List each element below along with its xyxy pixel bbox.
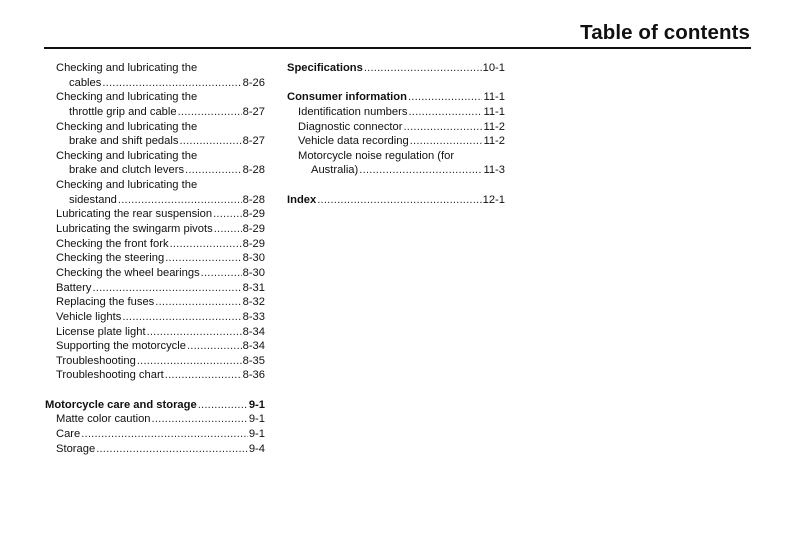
toc-entry-label: Checking the steering — [56, 252, 165, 265]
toc-entry-page: 8-27 — [242, 105, 265, 118]
toc-entry-label: Supporting the motorcycle — [56, 340, 186, 353]
toc-entry-label: Lubricating the rear suspension — [56, 208, 213, 221]
dot-leader — [359, 163, 482, 178]
toc-entry-text[interactable]: Checking and lubricating the — [56, 62, 198, 74]
toc-entry-label: Care — [56, 428, 81, 441]
toc-left-column — [45, 61, 265, 456]
dot-leader — [81, 427, 248, 442]
toc-entry-page: 11-3 — [483, 164, 505, 177]
toc-chapter-page: 9-1 — [248, 398, 265, 411]
toc-entry[interactable] — [45, 105, 265, 120]
toc-chapter[interactable] — [287, 61, 505, 76]
toc-entry-label: License plate light — [56, 325, 146, 338]
dot-leader — [185, 163, 242, 178]
dot-leader — [118, 193, 242, 208]
toc-entry-page: 8-29 — [242, 237, 265, 250]
toc-right-column — [287, 61, 505, 207]
toc-entry-page: 11-1 — [483, 105, 505, 118]
dot-leader — [364, 61, 482, 76]
toc-entry[interactable] — [287, 120, 505, 135]
toc-entry[interactable] — [45, 193, 265, 208]
toc-entry[interactable] — [45, 310, 265, 325]
toc-entry-page: 8-34 — [242, 340, 265, 353]
toc-entry[interactable] — [45, 76, 265, 91]
page-title: Table of contents — [580, 21, 750, 44]
toc-entry-label: Vehicle lights — [56, 310, 122, 323]
toc-entry-label: Replacing the fuses — [56, 296, 155, 309]
toc-entry[interactable] — [45, 368, 265, 383]
toc-entry-page: 9-4 — [248, 442, 265, 455]
toc-chapter-label: Consumer information — [287, 91, 407, 104]
dot-leader — [102, 76, 241, 91]
dot-leader — [198, 398, 248, 413]
title-divider — [44, 47, 751, 49]
toc-entry-label: Battery — [56, 281, 92, 294]
toc-entry-page: 8-29 — [242, 223, 265, 236]
dot-leader — [122, 310, 241, 325]
toc-chapter[interactable] — [287, 90, 505, 105]
toc-entry-label: throttle grip and cable — [69, 105, 177, 118]
toc-entry-page: 9-1 — [248, 413, 265, 426]
toc-entry[interactable] — [45, 134, 265, 149]
toc-entry-label: brake and clutch levers — [69, 164, 185, 177]
toc-entry[interactable] — [45, 339, 265, 354]
dot-leader — [317, 193, 481, 208]
toc-entry-label: Diagnostic connector — [298, 120, 403, 133]
toc-entry-page: 8-30 — [242, 252, 265, 265]
toc-entry-page: 8-36 — [242, 369, 265, 382]
toc-entry[interactable] — [45, 207, 265, 222]
dot-leader — [155, 295, 241, 310]
dot-leader — [201, 266, 242, 281]
dot-leader — [152, 412, 248, 427]
toc-entry-label: brake and shift pedals — [69, 135, 179, 148]
toc-entry-label: Lubricating the swingarm pivots — [56, 223, 213, 236]
toc-entry-label: sidestand — [69, 193, 117, 206]
dot-leader — [179, 134, 241, 149]
toc-entry-page: 8-26 — [242, 76, 265, 89]
toc-entry-label: Australia) — [311, 164, 359, 177]
dot-leader — [96, 442, 248, 457]
toc-entry-label: Vehicle data recording — [298, 135, 409, 148]
toc-entry[interactable] — [45, 295, 265, 310]
dot-leader — [170, 237, 242, 252]
toc-entry[interactable] — [287, 134, 505, 149]
toc-entry-label: Identification numbers — [298, 105, 408, 118]
toc-entry[interactable] — [45, 442, 265, 457]
toc-entry-page: 11-2 — [483, 120, 505, 133]
dot-leader — [147, 325, 242, 340]
toc-entry-page: 9-1 — [248, 428, 265, 441]
toc-entry-text[interactable]: Checking and lubricating the — [56, 120, 198, 133]
toc-entry-page: 8-27 — [242, 135, 265, 148]
toc-entry-page: 8-28 — [242, 164, 265, 177]
toc-entry-text[interactable]: Motorcycle noise regulation (for — [298, 149, 455, 162]
toc-chapter-label: Motorcycle care and storage — [45, 398, 197, 411]
toc-entry-text[interactable]: Checking and lubricating the — [56, 149, 198, 162]
toc-entry-label: Troubleshooting chart — [56, 369, 164, 382]
toc-entry-page: 8-35 — [242, 354, 265, 367]
toc-chapter-page: 12-1 — [482, 193, 505, 206]
toc-entry-page: 8-32 — [242, 296, 265, 309]
dot-leader — [137, 354, 242, 369]
toc-entry[interactable] — [287, 163, 505, 178]
toc-entry[interactable] — [45, 266, 265, 281]
toc-entry-text[interactable]: Checking and lubricating the — [56, 179, 198, 192]
dot-leader — [410, 134, 483, 149]
toc-chapter[interactable] — [45, 398, 265, 413]
dot-leader — [178, 105, 242, 120]
toc-entry-page: 11-2 — [483, 135, 505, 148]
toc-entry-page: 8-28 — [242, 193, 265, 206]
toc-entry[interactable] — [45, 325, 265, 340]
toc-entry-label: cables — [69, 76, 102, 89]
toc-entry-label: Checking the wheel bearings — [56, 266, 200, 279]
dot-leader — [92, 281, 241, 296]
dot-leader — [408, 90, 482, 105]
toc-entry[interactable] — [45, 281, 265, 296]
toc-entry[interactable] — [45, 251, 265, 266]
toc-entry[interactable] — [45, 163, 265, 178]
dot-leader — [403, 120, 482, 135]
dot-leader — [214, 222, 242, 237]
toc-entry-page: 8-34 — [242, 325, 265, 338]
toc-entry[interactable] — [45, 412, 265, 427]
toc-entry-text[interactable]: Checking and lubricating the — [56, 91, 198, 104]
toc-entry-label: Matte color caution — [56, 413, 151, 426]
dot-leader — [165, 251, 241, 266]
toc-entry-label: Troubleshooting — [56, 354, 136, 367]
toc-entry[interactable] — [45, 354, 265, 369]
toc-entry[interactable] — [45, 237, 265, 252]
toc-chapter-label: Specifications — [287, 62, 363, 74]
toc-entry-page: 8-30 — [242, 266, 265, 279]
toc-entry-page: 8-33 — [242, 310, 265, 323]
toc-entry-label: Storage — [56, 442, 96, 455]
dot-leader — [408, 105, 482, 120]
dot-leader — [213, 207, 241, 222]
dot-leader — [187, 339, 242, 354]
toc-entry-label: Checking the front fork — [56, 237, 169, 250]
toc-chapter-page: 11-1 — [483, 91, 505, 104]
toc-chapter[interactable] — [287, 193, 505, 208]
toc-entry-page: 8-31 — [242, 281, 265, 294]
toc-entry-page: 8-29 — [242, 208, 265, 221]
dot-leader — [165, 368, 242, 383]
toc-chapter-page: 10-1 — [482, 62, 505, 74]
toc-entry[interactable] — [45, 427, 265, 442]
toc-entry[interactable] — [287, 105, 505, 120]
toc-entry[interactable] — [45, 222, 265, 237]
toc-chapter-label: Index — [287, 193, 317, 206]
